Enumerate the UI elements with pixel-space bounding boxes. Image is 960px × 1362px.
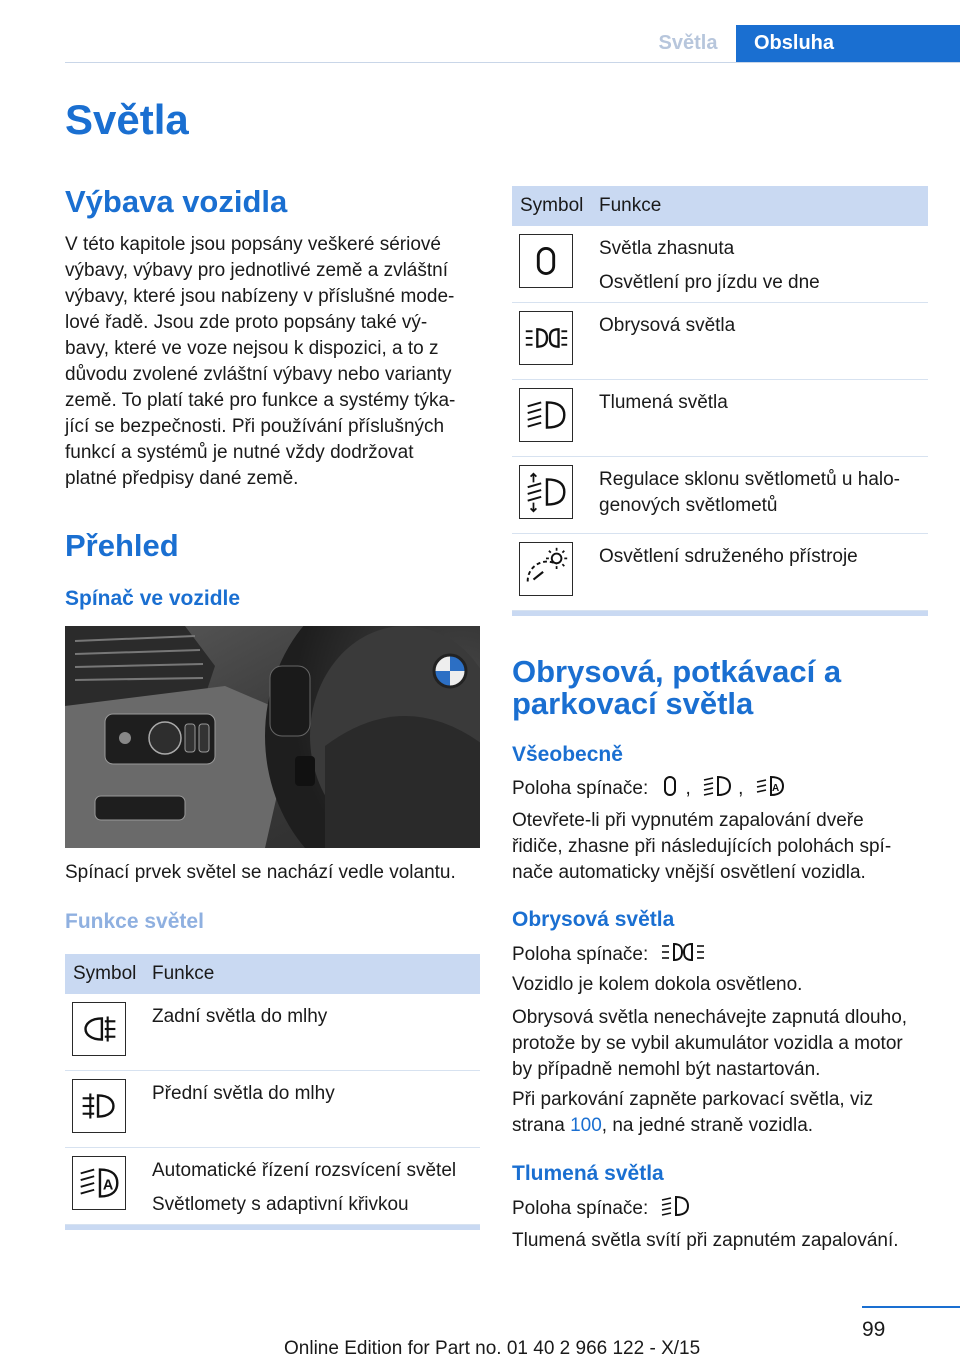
table-row [65, 1071, 480, 1148]
function-text: Přední světla do mlhy [152, 1083, 335, 1104]
function-text: Zadní světla do mlhy [152, 1006, 328, 1027]
page-reference-link[interactable]: 100 [570, 1115, 602, 1136]
low-beam-heading: Tlumená světla [512, 1162, 664, 1185]
table-header [512, 186, 928, 226]
table-row [65, 994, 480, 1071]
lights-off-icon [660, 774, 680, 798]
equipment-paragraph: V této kapitole jsou popsány veškeré sériové výbavy, výbavy pro jednotlivé země a zvláštní výbavy, které jsou nabízeny v příslušné mode‐ lové řadě. Jsou zde proto popsány také vý‐ bavy, které ve voze nejsou k dispozici, a to z důvodu zvolené zvláštní výbavy nebo varianty země. To platí také pro funkce a systémy týka‐ jící se bezpečnosti. Při používání příslušných funkcí a systémů je nutné vždy dodržovat platné předpisy dané země. [65, 234, 456, 489]
front-fog-light-icon [72, 1079, 126, 1133]
side-paragraph-2: Obrysová světla nenechávejte zapnutá dlouho, protože by se vybil akumulátor vozidla a motor by případně nemohl být nastartován. [512, 1007, 908, 1080]
col-symbol: Symbol [73, 963, 137, 984]
function-text: Obrysová světla [599, 315, 736, 336]
general-switch-positions: Poloha spínače: , , A [512, 774, 791, 802]
svg-text:A: A [102, 1177, 114, 1194]
equipment-heading: Výbava vozidla [65, 184, 288, 219]
overview-heading: Přehled [65, 528, 179, 563]
rear-fog-light-icon [72, 1002, 126, 1056]
col-function: Funkce [152, 963, 215, 984]
table-row [512, 226, 928, 303]
instrument-lighting-icon [519, 542, 573, 596]
headlight-range-icon [519, 465, 573, 519]
functions-table-left [65, 954, 480, 1230]
general-paragraph: Otevřete-li při vypnutém zapalování dveře řidiče, zhasne při následujících polohách spí‐ nače automaticky vnější osvětlení vozidla. [512, 810, 892, 883]
low-beam-icon [702, 774, 732, 798]
general-heading: Všeobecně [512, 743, 623, 766]
low-beam-switch-position: Poloha spínače: [512, 1194, 696, 1222]
low-beam-icon [519, 388, 573, 442]
function-text: Osvětlení pro jízdu ve dne [599, 272, 820, 293]
col-function: Funkce [599, 195, 662, 216]
function-text: Světla zhasnuta [599, 238, 735, 259]
parking-heading: Obrysová, potkávací a parkovací světla [512, 654, 842, 721]
function-text: Regulace sklonu světlometů u halo‐ [599, 469, 901, 490]
side-lights-heading: Obrysová světla [512, 908, 675, 931]
light-switch-photo [65, 626, 480, 848]
low-beam-icon [660, 1194, 690, 1218]
side-paragraph-1: Vozidlo je kolem dokola osvětleno. [512, 974, 803, 995]
page-number: 99 [862, 1318, 886, 1341]
switch-heading: Spínač ve vozidle [65, 587, 241, 610]
table-row [512, 303, 928, 380]
chapter-tab[interactable]: Obsluha [736, 25, 960, 62]
function-text: Automatické řízení rozsvícení světel [152, 1160, 457, 1181]
col-symbol: Symbol [520, 195, 584, 216]
section-tab[interactable]: Světla [658, 32, 718, 54]
table-row [65, 1148, 480, 1225]
svg-text:A: A [771, 783, 779, 794]
functions-heading: Funkce světel [65, 910, 204, 933]
table-bottom-rule [65, 1225, 480, 1230]
lights-off-icon [519, 234, 573, 288]
low-beam-paragraph: Tlumená světla svítí při zapnutém zapalování. [512, 1230, 899, 1251]
header-divider [65, 62, 960, 63]
function-text: Tlumená světla [599, 392, 728, 413]
side-paragraph-3: Při parkování zapněte parkovací světla, viz strana 100, na jedné straně vozidla. [512, 1089, 874, 1136]
footer-rule [862, 1306, 960, 1308]
table-row [512, 457, 928, 534]
function-text: Osvětlení sdruženého přístroje [599, 546, 858, 567]
table-row [512, 534, 928, 611]
table-header [65, 954, 480, 994]
page-title: Světla [65, 96, 189, 143]
auto-headlight-icon [755, 774, 785, 798]
function-text: Světlomety s adaptivní křivkou [152, 1194, 409, 1215]
auto-headlight-icon [72, 1156, 126, 1210]
function-text: genových světlometů [599, 495, 778, 516]
photo-caption: Spínací prvek světel se nachází vedle volantu. [65, 862, 456, 883]
side-switch-position: Poloha spínače: [512, 940, 712, 968]
functions-table-right [512, 186, 928, 616]
parking-light-icon [519, 311, 573, 365]
table-bottom-rule [512, 611, 928, 616]
table-row [512, 380, 928, 457]
parking-light-icon [660, 940, 706, 964]
edition-note: Online Edition for Part no. 01 40 2 966 122 - X/15 [284, 1338, 701, 1359]
